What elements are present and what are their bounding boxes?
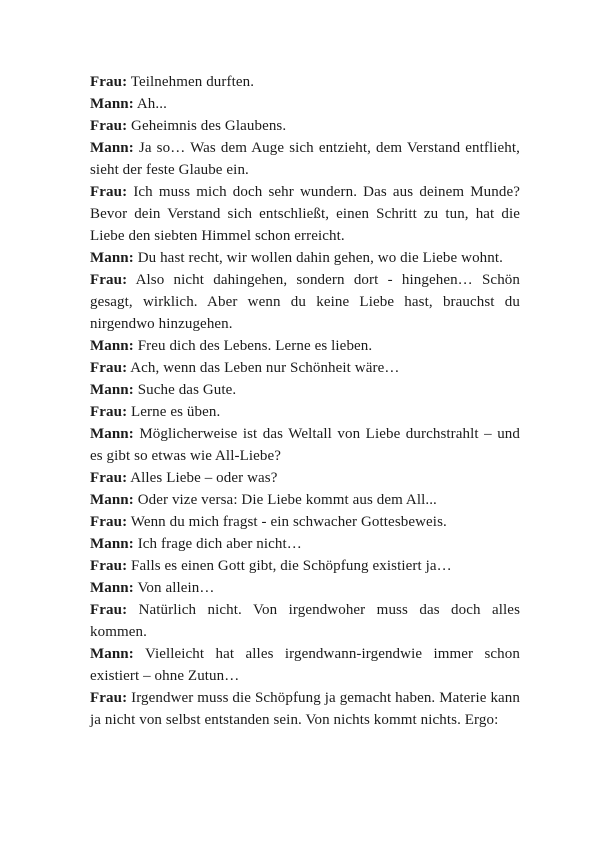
dialogue-line bbox=[90, 643, 520, 687]
speech-text: Ah... bbox=[136, 96, 167, 112]
speech-text: Von allein… bbox=[137, 580, 215, 596]
dialogue-line bbox=[90, 115, 520, 137]
dialogue-line bbox=[90, 599, 520, 643]
speaker-label: Mann: bbox=[90, 580, 134, 596]
speech-text: Geheimnis des Glaubens. bbox=[131, 118, 287, 134]
speech-text: Ich frage dich aber nicht… bbox=[137, 536, 302, 552]
speaker-label: Frau: bbox=[90, 272, 128, 288]
speaker-label: Frau: bbox=[90, 360, 128, 376]
dialogue-line bbox=[90, 555, 520, 577]
dialogue-line bbox=[90, 357, 520, 379]
dialogue-line bbox=[90, 401, 520, 423]
dialogue-line bbox=[90, 577, 520, 599]
speech-text: Teilnehmen durften. bbox=[130, 74, 255, 90]
speaker-label: Frau: bbox=[90, 514, 128, 530]
dialogue-line bbox=[90, 379, 520, 401]
speaker-label: Frau: bbox=[90, 404, 128, 420]
speaker-label: Mann: bbox=[90, 646, 134, 662]
speech-text: Falls es einen Gott gibt, die Schöpfung existiert ja… bbox=[131, 558, 452, 574]
dialogue-line bbox=[90, 335, 520, 357]
speaker-label: Mann: bbox=[90, 140, 134, 156]
speaker-label: Frau: bbox=[90, 602, 128, 618]
speaker-label: Frau: bbox=[90, 184, 128, 200]
dialogue-line bbox=[90, 247, 520, 269]
speaker-label: Frau: bbox=[90, 118, 128, 134]
dialogue-line bbox=[90, 93, 520, 115]
dialogue-line bbox=[90, 467, 520, 489]
speech-text: Lerne es üben. bbox=[131, 404, 221, 420]
speech-text: Natürlich nicht. Von irgendwoher muss das doch alles kommen. bbox=[90, 602, 521, 640]
speaker-label: Mann: bbox=[90, 250, 134, 266]
speech-text: Ach, wenn das Leben nur Schönheit wäre… bbox=[130, 360, 400, 376]
dialogue-line bbox=[90, 181, 520, 247]
dialogue-line bbox=[90, 423, 520, 467]
speaker-label: Mann: bbox=[90, 426, 134, 442]
dialogue-line bbox=[90, 71, 520, 93]
speech-text: Suche das Gute. bbox=[137, 382, 237, 398]
speech-text: Ich muss mich doch sehr wundern. Das aus deinem Munde? Bevor dein Verstand sich entschließt, einen Schritt zu tun, hat die Liebe den siebten Himmel schon erreicht. bbox=[90, 184, 520, 244]
speech-text: Wenn du mich fragst - ein schwacher Gottesbeweis. bbox=[130, 514, 447, 530]
speaker-label: Mann: bbox=[90, 536, 134, 552]
speech-text: Freu dich des Lebens. Lerne es lieben. bbox=[137, 338, 373, 354]
speech-text: Also nicht dahingehen, sondern dort - hingehen… Schön gesagt, wirklich. Aber wenn du keine Liebe hast, brauchst du nirgendwo hinzugehen. bbox=[90, 272, 520, 332]
dialogue-line bbox=[90, 137, 520, 181]
speaker-label: Mann: bbox=[90, 382, 134, 398]
speaker-label: Frau: bbox=[90, 690, 128, 706]
speech-text: Alles Liebe – oder was? bbox=[130, 470, 278, 486]
speaker-label: Mann: bbox=[90, 338, 134, 354]
speech-text: Du hast recht, wir wollen dahin gehen, wo die Liebe wohnt. bbox=[137, 250, 503, 266]
dialogue-line bbox=[90, 533, 520, 555]
speech-text: Oder vize versa: Die Liebe kommt aus dem All... bbox=[137, 492, 437, 508]
dialogue-block bbox=[90, 71, 520, 731]
speaker-label: Mann: bbox=[90, 492, 134, 508]
speaker-label: Frau: bbox=[90, 470, 128, 486]
speaker-label: Frau: bbox=[90, 558, 128, 574]
speaker-label: Frau: bbox=[90, 74, 128, 90]
speech-text: Ja so… Was dem Auge sich entzieht, dem Verstand entflieht, sieht der feste Glaube ein. bbox=[90, 140, 520, 178]
speech-text: Vielleicht hat alles irgendwann-irgendwie immer schon existiert – ohne Zutun… bbox=[90, 646, 520, 684]
speech-text: Möglicherweise ist das Weltall von Liebe durchstrahlt – und es gibt so etwas wie All-Liebe? bbox=[90, 426, 520, 464]
speech-text: Irgendwer muss die Schöpfung ja gemacht haben. Materie kann ja nicht von selbst entstanden sein. Von nichts kommt nichts. Ergo: bbox=[90, 690, 521, 728]
dialogue-line bbox=[90, 511, 520, 533]
dialogue-line bbox=[90, 687, 520, 731]
speaker-label: Mann: bbox=[90, 96, 134, 112]
dialogue-line bbox=[90, 269, 520, 335]
dialogue-line bbox=[90, 489, 520, 511]
